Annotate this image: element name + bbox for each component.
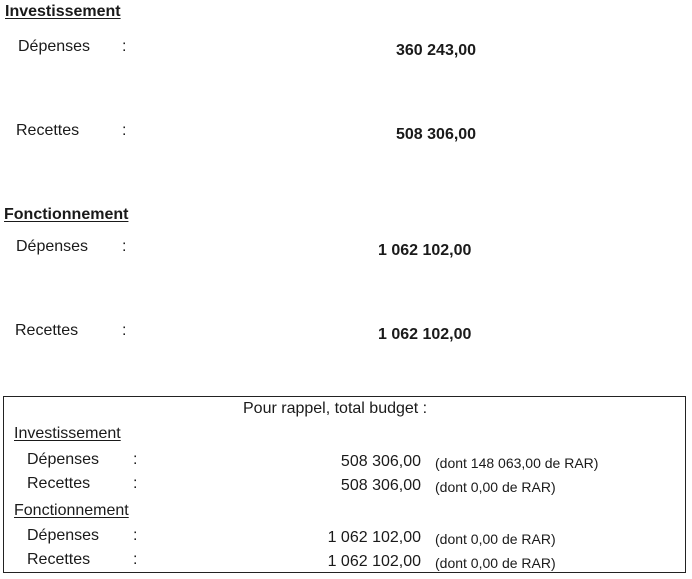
fonctionnement-depenses-label: Dépenses bbox=[16, 238, 89, 255]
investissement-recettes-value: 508 306,00 bbox=[396, 126, 477, 143]
recap-fonctionnement-heading: Fonctionnement bbox=[14, 502, 129, 519]
investissement-depenses-value: 360 243,00 bbox=[396, 42, 477, 59]
separator-colon: : bbox=[133, 527, 138, 544]
separator-colon: : bbox=[133, 451, 138, 468]
separator-colon: : bbox=[133, 475, 138, 492]
recap-investissement-heading: Investissement bbox=[14, 425, 121, 442]
recap-title: Pour rappel, total budget : bbox=[243, 400, 428, 417]
recap-investissement-recettes-label: Recettes bbox=[27, 475, 91, 492]
investissement-heading: Investissement bbox=[5, 3, 121, 20]
investissement-recettes-label: Recettes bbox=[16, 122, 80, 139]
recap-fonctionnement-depenses-note: (dont 0,00 de RAR) bbox=[435, 531, 556, 547]
separator-colon: : bbox=[122, 238, 127, 255]
recap-investissement-depenses-value: 508 306,00 bbox=[340, 453, 421, 470]
fonctionnement-heading: Fonctionnement bbox=[4, 206, 129, 223]
fonctionnement-recettes-label: Recettes bbox=[15, 322, 79, 339]
separator-colon: : bbox=[122, 38, 127, 55]
separator-colon: : bbox=[133, 551, 138, 568]
recap-investissement-depenses-note: (dont 148 063,00 de RAR) bbox=[435, 455, 599, 471]
investissement-depenses-label: Dépenses bbox=[18, 38, 91, 55]
separator-colon: : bbox=[122, 322, 127, 339]
recap-fonctionnement-recettes-value: 1 062 102,00 bbox=[327, 553, 421, 570]
recap-investissement-depenses-label: Dépenses bbox=[27, 451, 100, 468]
recap-fonctionnement-recettes-note: (dont 0,00 de RAR) bbox=[435, 555, 556, 571]
recap-fonctionnement-depenses-value: 1 062 102,00 bbox=[327, 529, 421, 546]
recap-fonctionnement-recettes-label: Recettes bbox=[27, 551, 91, 568]
fonctionnement-recettes-value: 1 062 102,00 bbox=[378, 326, 472, 343]
fonctionnement-depenses-value: 1 062 102,00 bbox=[378, 242, 472, 259]
separator-colon: : bbox=[122, 122, 127, 139]
recap-fonctionnement-depenses-label: Dépenses bbox=[27, 527, 100, 544]
recap-investissement-recettes-note: (dont 0,00 de RAR) bbox=[435, 479, 556, 495]
recap-investissement-recettes-value: 508 306,00 bbox=[340, 477, 421, 494]
